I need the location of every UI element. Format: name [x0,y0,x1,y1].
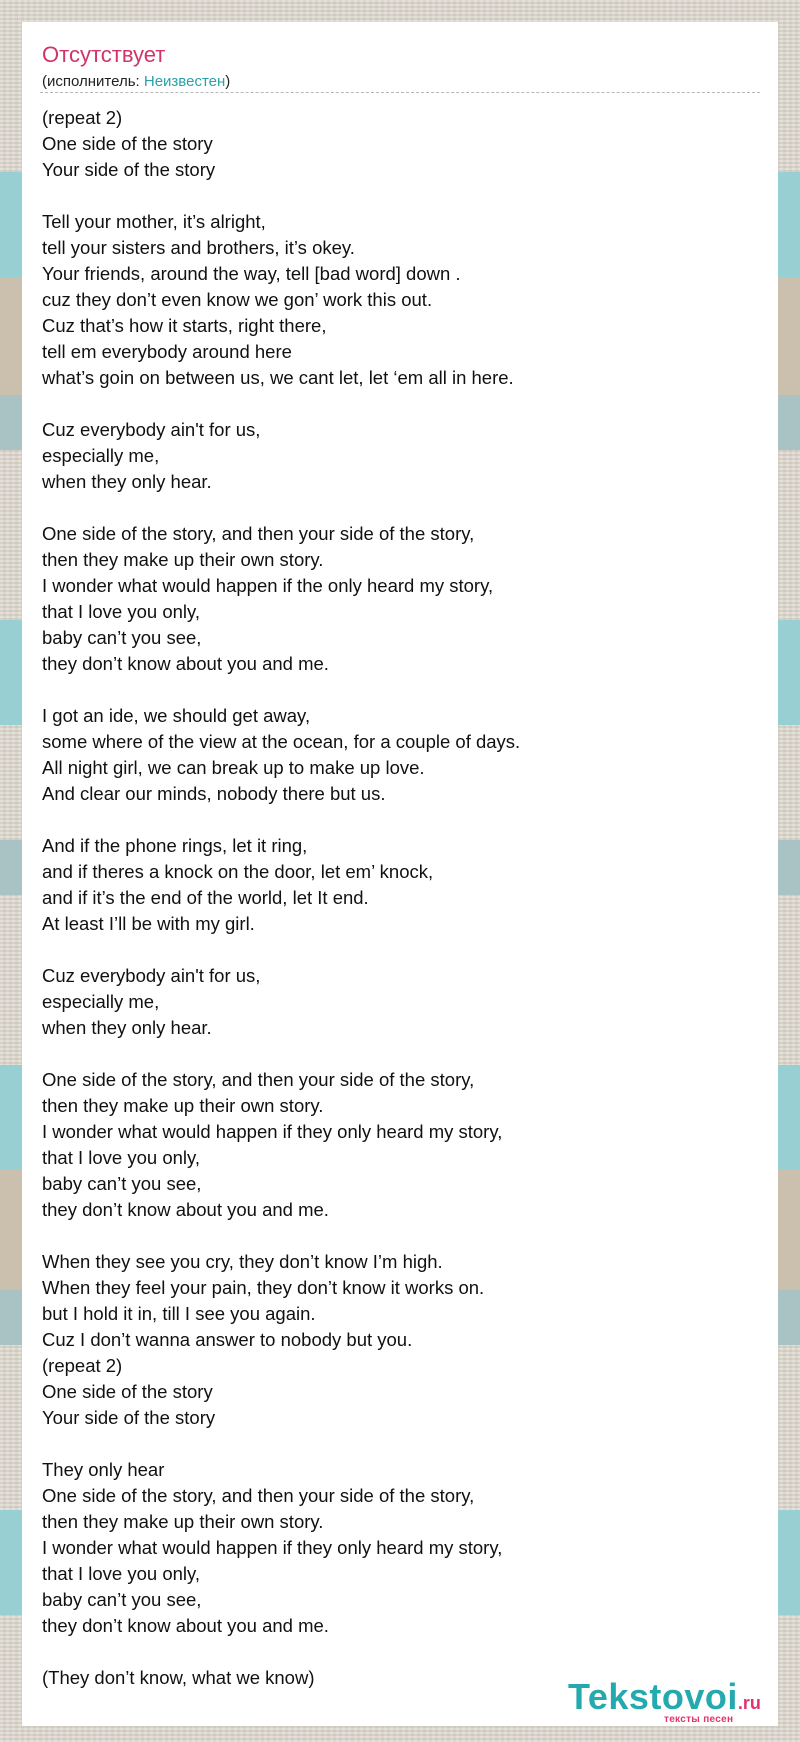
lyric-line [42,495,762,521]
lyric-line: (repeat 2) [42,1355,123,1376]
lyric-line [42,391,762,417]
lyric-line: then they make up their own story. [42,1511,324,1532]
lyric-line: that I love you only, [42,601,201,622]
artist-prefix: (исполнитель: [42,73,144,90]
lyric-line: then they make up their own story. [42,549,324,570]
lyrics-text [42,105,762,1691]
lyric-line: then they make up their own story. [42,1095,324,1116]
lyrics-card [22,22,778,1726]
header-divider [40,92,760,93]
lyric-line: they don’t know about you and me. [42,1615,329,1636]
lyric-line: (They don’t know, what we know) [42,1667,315,1688]
lyric-line [42,937,762,963]
lyric-line: some where of the view at the ocean, for a couple of days. [42,731,521,752]
logo-tagline: тексты песен [664,1714,734,1725]
lyric-line: I wonder what would happen if they only heard my story, [42,1537,503,1558]
lyric-line: tell your sisters and brothers, it’s okey. [42,237,355,258]
lyric-line [42,1223,762,1249]
lyric-line [42,1431,762,1457]
lyric-line: but I hold it in, till I see you again. [42,1303,316,1324]
lyric-line: One side of the story, and then your side of the story, [42,1069,475,1090]
lyric-line: One side of the story [42,133,213,154]
lyric-line: When they feel your pain, they don’t know it works on. [42,1277,485,1298]
lyric-line: At least I’ll be with my girl. [42,913,255,934]
lyric-line: they don’t know about you and me. [42,1199,329,1220]
lyric-line: especially me, [42,445,160,466]
lyric-line: tell em everybody around here [42,341,292,362]
lyric-line: I wonder what would happen if they only heard my story, [42,1121,503,1142]
lyric-line: One side of the story [42,1381,213,1402]
site-logo[interactable] [568,1676,761,1718]
logo-tld: .ru [737,1693,761,1713]
lyric-line: baby can’t you see, [42,1173,202,1194]
artist-line [42,73,230,90]
lyric-line: baby can’t you see, [42,627,202,648]
lyric-line: Tell your mother, it’s alright, [42,211,266,232]
lyric-line: Your side of the story [42,159,216,180]
lyric-line: Cuz that’s how it starts, right there, [42,315,327,336]
lyric-line: And if the phone rings, let it ring, [42,835,308,856]
lyric-line: One side of the story, and then your side of the story, [42,1485,475,1506]
lyric-line: and if it’s the end of the world, let It end. [42,887,369,908]
lyric-line: that I love you only, [42,1563,201,1584]
lyric-line: when they only hear. [42,471,212,492]
lyric-line [42,183,762,209]
lyric-line [42,1639,762,1665]
lyric-line: They only hear [42,1459,165,1480]
lyric-line: When they see you cry, they don’t know I’m high. [42,1251,443,1272]
lyric-line [42,1041,762,1067]
lyric-line: I got an ide, we should get away, [42,705,311,726]
song-title: Отсутствует [42,42,166,67]
lyric-line: they don’t know about you and me. [42,653,329,674]
logo-name: Tekstovoi [568,1676,738,1717]
lyric-line: I wonder what would happen if the only heard my story, [42,575,494,596]
lyric-line: and if theres a knock on the door, let em’ knock, [42,861,434,882]
lyric-line: baby can’t you see, [42,1589,202,1610]
lyric-line: especially me, [42,991,160,1012]
lyric-line: All night girl, we can break up to make up love. [42,757,425,778]
lyric-line [42,807,762,833]
lyric-line [42,677,762,703]
artist-suffix: ) [225,73,231,90]
lyric-line: One side of the story, and then your side of the story, [42,523,475,544]
lyric-line: Your side of the story [42,1407,216,1428]
lyric-line: that I love you only, [42,1147,201,1168]
lyric-line: Cuz everybody ain't for us, [42,965,261,986]
lyric-line: what’s goin on between us, we cant let, let ‘em all in here. [42,367,514,388]
lyric-line: (repeat 2) [42,107,123,128]
lyric-line: And clear our minds, nobody there but us. [42,783,386,804]
lyric-line: Cuz everybody ain't for us, [42,419,261,440]
lyric-line: when they only hear. [42,1017,212,1038]
lyric-line: cuz they don’t even know we gon’ work this out. [42,289,433,310]
artist-link[interactable]: Неизвестен [143,73,226,90]
lyric-line: Cuz I don’t wanna answer to nobody but you. [42,1329,413,1350]
lyric-line: Your friends, around the way, tell [bad word] down . [42,263,461,284]
